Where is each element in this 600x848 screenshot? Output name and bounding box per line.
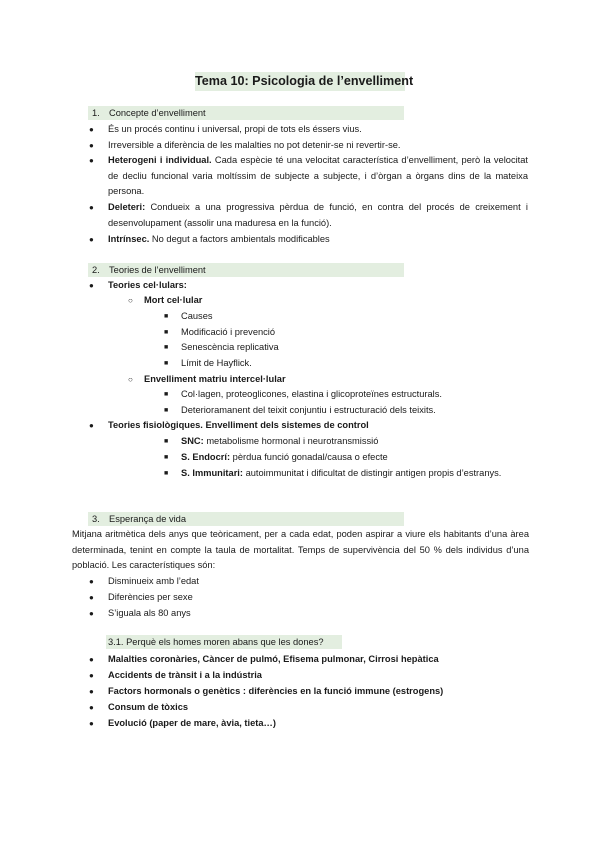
- circle-bullet-icon: ○: [128, 296, 133, 305]
- list-item: [89, 153, 528, 200]
- bullet-icon: ●: [89, 577, 94, 586]
- bullet-icon: ●: [89, 687, 94, 696]
- item-text: Cada espècie té una velocitat característica d’envelliment, però la velocitat de decliu funcional varia moltíssim de subjecte a subjecte, i d’òrgan a òrgans dins de la mateixa persona.: [108, 155, 529, 197]
- list-item: [164, 356, 528, 372]
- list-item: [164, 309, 528, 325]
- bullet-icon: ●: [89, 593, 94, 602]
- list-item: [89, 700, 528, 716]
- bullet-icon: ●: [89, 203, 94, 212]
- list-item: [89, 716, 528, 732]
- bullet-icon: ●: [89, 703, 94, 712]
- item-text: Irreversible a diferència de les malalties no pot detenir-se ni revertir-se.: [108, 140, 401, 150]
- list-item: [128, 293, 528, 309]
- section-3-paragraph: Mitjana aritmètica dels anys que teòricament, per a cada edat, poden aspirar a viure els habitants d’una àrea determinada, tenint en compte la taula de mortalitat. Temps de supervivència del 50 % dels individus d’una població. Les característiques són:: [72, 529, 529, 571]
- item-text: Límit de Hayflick.: [181, 358, 252, 368]
- list-item: [89, 418, 528, 434]
- list-item: [164, 450, 528, 466]
- bullet-icon: ●: [89, 609, 94, 618]
- item-text: Condueix a una progressiva pèrdua de funció, en contra del procés de creixement i desenvolupament (assolir una maduresa en la funció).: [108, 202, 528, 228]
- list-item: [89, 574, 528, 590]
- item-text: Accidents de trànsit i a la indústria: [108, 670, 262, 680]
- subsection-title: 3.1. Perquè els homes moren abans que les dones?: [108, 637, 324, 647]
- list-item: [89, 668, 528, 684]
- square-bullet-icon: ■: [164, 329, 169, 336]
- item-lead: SNC:: [181, 436, 204, 446]
- item-text: Evolució (paper de mare, àvia, tieta…): [108, 718, 276, 728]
- item-text: S’iguala als 80 anys: [108, 608, 191, 618]
- bullet-icon: ●: [89, 671, 94, 680]
- subsection-3-1-heading: [106, 635, 342, 649]
- list-item: [89, 200, 528, 231]
- section-3-heading: [88, 512, 404, 526]
- item-text: metabolisme hormonal i neurotransmissió: [203, 436, 379, 446]
- square-bullet-icon: ■: [164, 438, 169, 445]
- item-text: Modificació i prevenció: [181, 327, 276, 337]
- square-bullet-icon: ■: [164, 313, 169, 320]
- list-item: [164, 387, 528, 403]
- item-text: Causes: [181, 311, 213, 321]
- square-bullet-icon: ■: [164, 454, 169, 461]
- section-2-heading: [88, 263, 404, 277]
- item-text: Teories cel·lulars:: [108, 280, 187, 290]
- list-item: [89, 684, 528, 700]
- item-text: No degut a factors ambientals modificables: [149, 234, 330, 244]
- bullet-icon: ●: [89, 156, 94, 165]
- list-item: [89, 652, 528, 668]
- page-title: Tema 10: Psicologia de l’envelliment: [195, 72, 405, 91]
- item-text: Consum de tòxics: [108, 702, 189, 712]
- circle-bullet-icon: ○: [128, 375, 133, 384]
- square-bullet-icon: ■: [164, 407, 169, 414]
- square-bullet-icon: ■: [164, 360, 169, 367]
- section-number: 1.: [92, 108, 100, 118]
- list-item: [89, 606, 528, 622]
- item-text: Senescència replicativa: [181, 342, 279, 352]
- section-title: Concepte d’envelliment: [109, 108, 206, 118]
- section-number: 2.: [92, 265, 100, 275]
- list-item: [89, 590, 528, 606]
- list-item: [128, 372, 528, 388]
- section-1-heading: [88, 106, 404, 120]
- item-lead: Heterogeni i individual.: [108, 155, 212, 165]
- item-lead: Deleteri:: [108, 202, 146, 212]
- item-text: Deterioramanent del teixit conjuntiu i estructuració dels teixits.: [181, 405, 436, 415]
- bullet-icon: ●: [89, 141, 94, 150]
- list-item: [164, 466, 528, 482]
- bullet-icon: ●: [89, 281, 94, 290]
- item-lead: S. Immunitari:: [181, 468, 243, 478]
- item-text: Disminueix amb l’edat: [108, 576, 199, 586]
- item-text: Malalties coronàries, Càncer de pulmó, Efisema pulmonar, Cirrosi hepàtica: [108, 654, 439, 664]
- square-bullet-icon: ■: [164, 344, 169, 351]
- bullet-icon: ●: [89, 421, 94, 430]
- item-text: Teories fisiològiques. Envelliment dels sistemes de control: [108, 420, 369, 430]
- item-text: Diferències per sexe: [108, 592, 193, 602]
- item-lead: Intrínsec.: [108, 234, 150, 244]
- item-text: Factors hormonals o genètics : diferències en la funció immune (estrogens): [108, 686, 444, 696]
- list-item: [164, 434, 528, 450]
- section-number: 3.: [92, 514, 100, 524]
- item-text: Col·lagen, proteoglicones, elastina i glicoproteïnes estructurals.: [181, 389, 442, 399]
- square-bullet-icon: ■: [164, 470, 169, 477]
- item-text: Envelliment matriu intercel·lular: [144, 374, 286, 384]
- square-bullet-icon: ■: [164, 391, 169, 398]
- list-item: [89, 122, 528, 138]
- bullet-icon: ●: [89, 235, 94, 244]
- item-text: Mort cel·lular: [144, 295, 203, 305]
- list-item: [89, 232, 528, 248]
- list-item: [164, 403, 528, 419]
- section-title: Esperança de vida: [109, 514, 187, 524]
- list-item: [89, 138, 528, 154]
- item-text: autoimmunitat i dificultat de distingir antigen propis d’estranys.: [243, 468, 502, 478]
- item-text: pèrdua funció gonadal/causa o efecte: [230, 452, 388, 462]
- bullet-icon: ●: [89, 719, 94, 728]
- list-item: [89, 278, 528, 294]
- item-text: És un procés continu i universal, propi de tots els éssers vius.: [108, 124, 362, 134]
- bullet-icon: ●: [89, 655, 94, 664]
- list-item: [164, 325, 528, 341]
- section-title: Teories de l’envelliment: [109, 265, 206, 275]
- list-item: [164, 340, 528, 356]
- bullet-icon: ●: [89, 125, 94, 134]
- item-lead: S. Endocrí:: [181, 452, 231, 462]
